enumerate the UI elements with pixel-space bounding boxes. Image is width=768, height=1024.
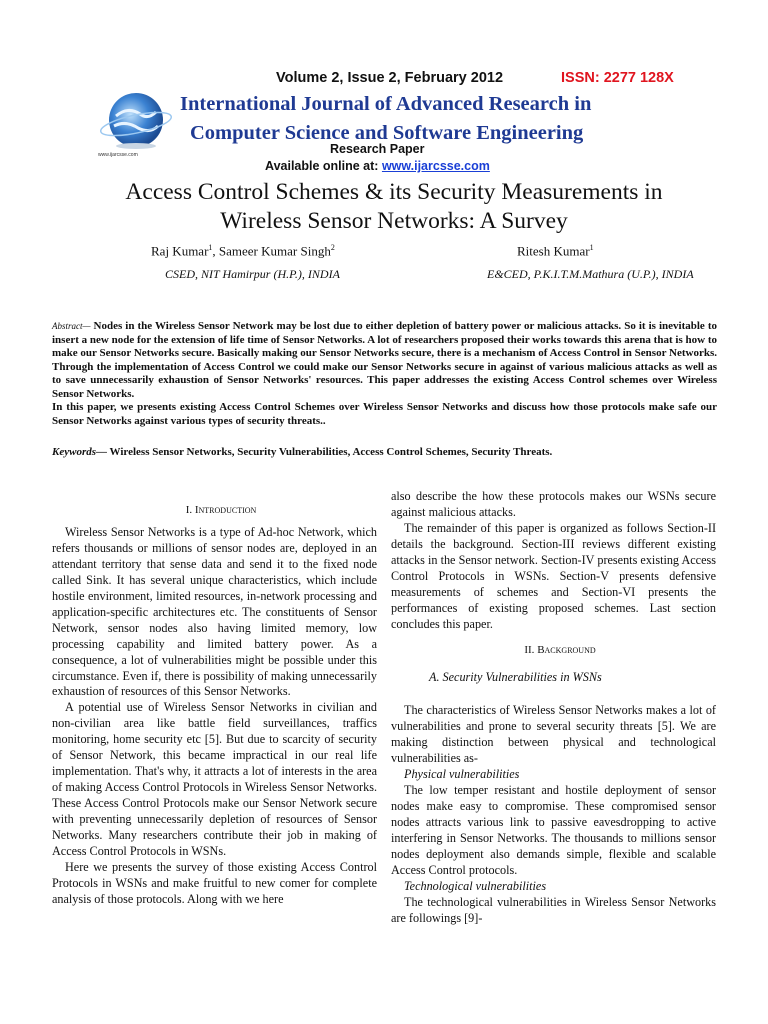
left-column (52, 503, 377, 908)
abstract (52, 320, 717, 428)
section-heading (52, 503, 377, 519)
subheading: Physical vulnerabilities (404, 767, 520, 782)
paragraph: The characteristics of Wireless Sensor Networks makes a lot of vulnerabilities and prone to several security threats [5]. We are making distinction between physical and technological vulnerabilities as- (391, 703, 716, 766)
author-superscript: 1 (208, 243, 213, 252)
journal-title (180, 90, 720, 148)
paper-title-line1: Access Control Schemes & its Security Measurements in (125, 179, 663, 205)
available-prefix: Available online at: (265, 159, 382, 173)
author-name: Ritesh Kumar (517, 243, 590, 259)
author-superscript: 2 (330, 243, 335, 252)
paragraph: The technological vulnerabilities in Wireless Sensor Networks are followings [9]- (391, 894, 716, 925)
available-online (265, 159, 490, 173)
author-separator: , (212, 243, 219, 259)
subsection-heading: A. Security Vulnerabilities in WSNs (429, 669, 602, 684)
paper-title (40, 178, 748, 236)
abstract-text-2: In this paper, we presents existing Access Control Schemes over Wireless Sensor Networks and discuss how those protocols make safe our Sensor Networks against various types of security threats.. (52, 401, 717, 427)
section-title: Introduction (194, 504, 257, 516)
section-heading (391, 643, 716, 659)
section-number: II. (524, 643, 538, 656)
paragraph: A potential use of Wireless Sensor Networks in civilian and non-civilian area like battle field surveillances, traffics monitoring, home security etc [5]. But due to scarcity of security of Sensor Network, this became impractical in our real life implementation. That's why, it attracts a lot of interests in the area of making Access Control Protocols in Wireless Sensor Networks. These Access Control Protocols make our Sensor Network secure with preventing unnecessarily depletion of resources of Sensor Networks. Many researchers contribute their job in making of Access Control Protocols in WSNs. (52, 700, 377, 859)
right-column (391, 489, 716, 927)
paper-title-line2: Wireless Sensor Networks: A Survey (220, 208, 568, 234)
journal-title-line2: Computer Science and Software Engineering (190, 122, 584, 144)
author-name: Raj Kumar (151, 243, 209, 259)
author-name: Sameer Kumar Singh (218, 243, 331, 259)
section-title: Background (537, 643, 596, 656)
paper-type: Research Paper (330, 142, 425, 156)
journal-title-line1: International Journal of Advanced Research in (180, 93, 592, 115)
authors-right (517, 243, 594, 259)
keywords-label: Keywords— (52, 446, 107, 458)
paragraph: The low temper resistant and hostile deployment of sensor nodes make easy to compromise. These compromised sensor nodes attracts various link to passive eavesdropping to active interfering in Sensor Networks. The thousands to millions sensor nodes deployment also demands simple, flexible and scalable Access Control protocols. (391, 783, 716, 878)
journal-logo (96, 86, 176, 160)
affiliation-right: E&CED, P.K.I.T.M.Mathura (U.P.), INDIA (487, 267, 694, 281)
paragraph: Here we presents the survey of those existing Access Control Protocols in WSNs and make fruitful to new comer for complete analysis of those protocols. Along with we here (52, 859, 377, 906)
issn: ISSN: 2277 128X (561, 70, 674, 86)
paragraph: The remainder of this paper is organized as follows Section-II details the background. Section-III reviews different existing attacks in the Sensor network. Section-IV presents existing Access Control Protocols in WSNs. Section-V presents defensive measurements of schemes and Section-VI presents the performances of existing proposed schemes. Last section concludes this paper. (391, 520, 716, 631)
keywords (52, 446, 717, 458)
logo-caption: www.ijarcsse.com (98, 152, 138, 158)
paragraph: also describe the how these protocols makes our WSNs secure against malicious attacks. (391, 489, 716, 519)
paragraph: Wireless Sensor Networks is a type of Ad-hoc Network, which refers thousands or millions of sensor nodes are, deployed in an attendant territory that sense data and send it to the fixed node called Sink. It has several unique characteristics, which include hostile environment, limited resources, in-network processing and application-specific architectures etc. The constituents of Sensor Network, sensor nodes also having limited memory, low processing capability and limited battery power. As a consequence, a lot of vulnerabilities might be possible under this circumstance. Even if, there is possibility of making unnecessarily exhaustion of resources of this Sensor Networks. (52, 524, 377, 699)
abstract-text: Nodes in the Wireless Sensor Network may be lost due to either depletion of battery power or malicious attacks. So it is inevitable to insert a new node for the extension of life time of Sensor Networks. A lot of researchers proposed their works towards this arena that is how to make our Sensor Networks secure. Basically making our Sensor Networks secure, there is a mechanism of Access Control in Sensor Networks. Through the implementation of Access Control we could make our Sensor Networks secure in against of various malicious attacks as well as to save unnecessarily exhaustion of Sensor Networks' resources. This paper addresses the existing Access Control schemes over Wireless Sensor Networks. (52, 320, 717, 400)
author-superscript: 1 (589, 243, 594, 252)
keywords-text: Wireless Sensor Networks, Security Vulnerabilities, Access Control Schemes, Security Threats. (107, 446, 553, 458)
authors-left (151, 243, 335, 259)
journal-website-link[interactable]: www.ijarcsse.com (381, 159, 490, 173)
affiliation-left: CSED, NIT Hamirpur (H.P.), INDIA (165, 267, 340, 281)
globe-icon (96, 86, 176, 160)
abstract-label: Abstract— (52, 321, 91, 331)
subheading: Technological vulnerabilities (404, 878, 547, 893)
section-number: I. (185, 504, 195, 516)
volume-issue: Volume 2, Issue 2, February 2012 (276, 70, 504, 86)
